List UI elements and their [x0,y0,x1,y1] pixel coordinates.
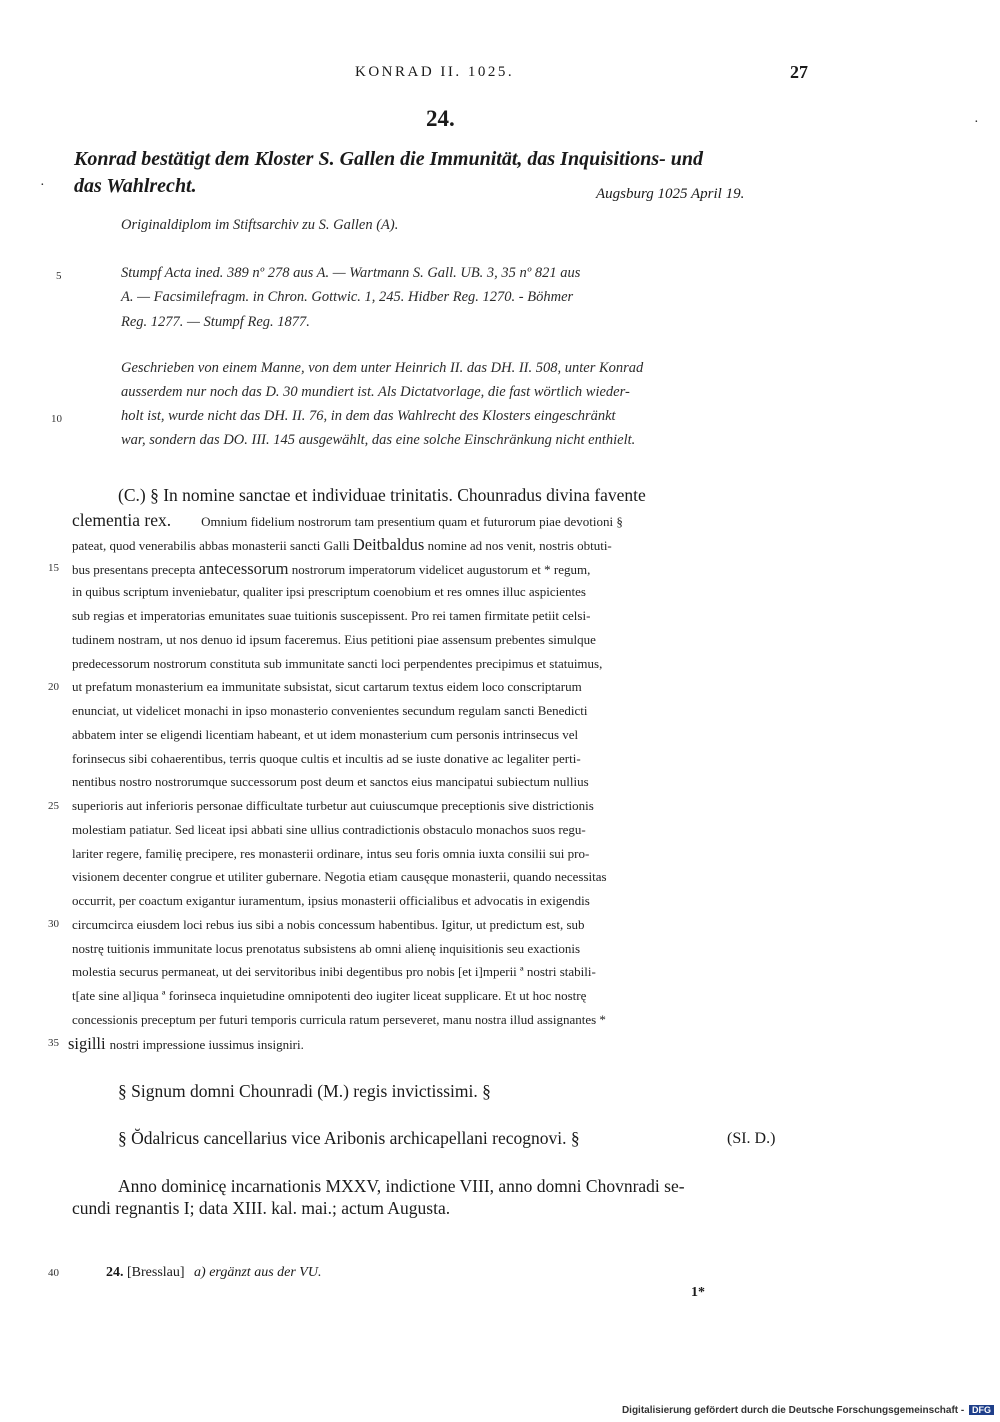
page-number: 27 [790,62,808,82]
diploma-intitulatio-line [72,510,623,531]
edition-note-line: Stumpf Acta ined. 389 nº 278 aus A. — Wartmann S. Gall. UB. 3, 35 nº 821 aus [121,265,581,281]
diploma-line: circumcirca eiusdem loci rebus ius sibi a nobis concessum habentibus. Igitur, ut predictum est, sub [72,917,585,932]
edition-note-line: A. — Facsimilefragm. in Chron. Gottwic. 1, 245. Hidber Reg. 1270. - Böhmer [121,289,574,305]
line-number: 10 [51,413,62,425]
place-date: Augsburg 1025 April 19. [596,186,745,202]
emphasized-word: sigilli [68,1034,106,1053]
line-number: 25 [48,800,59,812]
seal-note: (SI. D.) [727,1130,776,1147]
commentary-line: war, sondern das DO. III. 145 ausgewählt, das eine solche Einschränkung nicht enthielt. [121,432,636,448]
diploma-line: occurrit, per coactum exigantur iuramentum, ipsius monasterii officialibus et advocatis in exigendis [72,893,590,908]
edition-note-line: Reg. 1277. — Stumpf Reg. 1877. [121,314,310,330]
margin-dot: · [40,178,45,193]
diploma-line: bus presentans precepta antecessorum nostrorum imperatorum videlicet augustorum et * regum, [72,559,591,578]
diploma-line: abbatem inter se eligendi licentiam habeant, et ut idem monasterium cum personis intrinsecus vel [72,727,579,742]
commentary-line: ausserdem nur noch das D. 30 mundiert ist. Als Dictatvorlage, die fast wörtlich wieder- [121,384,630,400]
diploma-invocation: (C.) § In nomine sanctae et individuae trinitatis. Chounradus divina favente [118,485,646,505]
source-note: Originaldiplom im Stiftsarchiv zu S. Gallen (A). [121,217,399,233]
diploma-line: t[ate sine al]iqua ª forinseca inquietudine omnipotenti deo iugiter liceat supplicare. Et ut hoc nostrę [72,988,587,1003]
diploma-line: enunciat, ut videlicet monachi in ipso monasterio convenientes secundum regulam sancti Benedicti [72,703,588,718]
diploma-line: forinsecus sibi cohaerentibus, terris quoque cultis et incultis ad se iuste donative ac legaliter perti- [72,751,581,766]
dating-line: cundi regnantis I; data XIII. kal. mai.; actum Augusta. [72,1198,451,1218]
footnote-number: 24. [106,1265,124,1280]
recognition-line: § Ŏdalricus cancellarius vice Aribonis archicapellani recognovi. § [118,1128,580,1148]
diploma-line: in quibus scriptum inveniebatur, qualiter ipsi prescriptum coenobium et res omnes illuc aspicientes [72,584,586,599]
regest-heading-line2: das Wahlrecht. [74,175,197,197]
diploma-line: sub regias et imperatorias emunitates suae tuitionis suscepissent. Pro rei tamen firmitate petiit celsi- [72,608,591,623]
signum-line: § Signum domni Chounradi (M.) regis invictissimi. § [118,1081,491,1101]
diploma-line: lariter regere, familię precipere, res monasterii ordinare, intus seu foris omnia iuxta consilii sui pro- [72,846,590,861]
diploma-line: molestiam patiatur. Sed liceat ipsi abbati sine ullius contradictionis obstaculo monachos suos regu- [72,822,586,837]
diploma-intitulatio: clementia rex. [72,510,172,530]
document-number: 24. [426,106,455,131]
digitization-notice [622,1405,994,1416]
commentary-line: holt ist, wurde nicht das DH. II. 76, in dem das Wahlrecht des Klosters eingeschränkt [121,408,616,424]
line-number: 40 [48,1267,59,1279]
diploma-corroboratio-end: sigilli nostri impressione iussimus insigniri. [68,1034,304,1053]
diploma-line: ut prefatum monasterium ea immunitate subsistat, sicut cartarum textus eidem loco conscriptarum [72,679,582,694]
emphasized-word: antecessorum [198,559,289,578]
footnote-text: a) ergänzt aus der VU. [194,1265,322,1280]
diploma-line: pateat, quod venerabilis abbas monasterii sancti Galli Deitbaldus nomine ad nos venit, nostris obtuti- [72,535,612,554]
dating-line: Anno dominicę incarnationis MXXV, indictione VIII, anno domni Chovnradi se- [118,1176,685,1196]
diploma-line: concessionis preceptum per futuri temporis curricula ratum perseveret, manu nostra illud assignantes * [72,1012,606,1027]
diploma-line: superioris aut inferioris personae difficultate turbetur aut cuiuscumque preceptionis sive districtionis [72,798,594,813]
funding-text: Digitalisierung gefördert durch die Deutsche Forschungsgemeinschaft - [621,1405,965,1416]
diploma-line: nentibus nostro nostrorumque successorum post deum et sanctos eius mancipatui subiectum nullius [72,774,589,789]
diploma-line: visionem decenter congrue et utiliter gubernare. Negotia etiam causęque monasterii, quando necessitas [72,869,607,884]
commentary-line: Geschrieben von einem Manne, von dem unter Heinrich II. das DH. II. 508, unter Konrad [121,360,644,376]
diploma-line: predecessorum nostrorum constituta sub immunitate sancti loci perpendentes precipimus et statuimus, [72,656,603,671]
line-number: 15 [48,562,59,574]
line-number: 30 [48,918,59,930]
footnote [106,1265,321,1281]
line-number: 5 [56,270,62,282]
footnote-editor: [Bresslau] [127,1265,185,1280]
diploma-arenga: Omnium fidelium nostrorum tam presentium quam et futurorum piae devotioni § [201,514,623,529]
line-number: 35 [48,1037,59,1049]
diploma-line: tudinem nostram, ut nos denuo id ipsum faceremus. Eius petitioni piae assensum prebentes simulque [72,632,596,647]
margin-dot: · [974,115,979,130]
running-header-title: KONRAD II. 1025. [355,64,515,80]
line-number: 20 [48,681,59,693]
diploma-line: nostrę tuitionis immunitate locus prenotatus subsistens ab omni alienę inquisitionis seu exactionis [72,941,581,956]
dfg-logo: DFG [969,1405,994,1415]
diploma-line: molestia securus permaneat, ut dei servitoribus inibi degentibus pro nobis [et i]mperii ª nostri stabili- [72,964,596,979]
regest-heading-line1: Konrad bestätigt dem Kloster S. Gallen die Immunität, das Inquisitions- und [74,148,704,170]
signature-mark: 1* [691,1285,705,1300]
abbot-name: Deitbaldus [352,535,425,554]
